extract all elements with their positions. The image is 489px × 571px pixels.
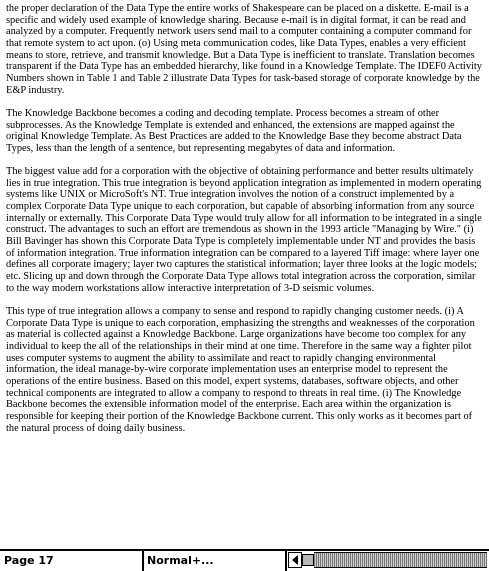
paragraph[interactable]: The biggest value add for a corporation with the objective of obtaining performance and better results ultimately lies in true integration. This true integration is beyond application integration as implemented in modern operating systems like UNIX or MicroSoft's NT. True integration involves the notion of a construct implemented by a complex Corporate Data Type unique to each corporation, but capable of absorbing information from any source internally or externally. This Corporate Data Type would truly allow for all information to be integrated in a single construct. The advantages to such an effort are tremendous as shown in the 1993 article "Managing by Wire." (i) Bill Bavinger has shown this Corporate Data Type is completely implementable under NT and provides the basis of information integration. True information integration can be compared to a layered Tiff image: where layer one defines all corporate imagery; layer two captures the statistical information; layer three looks at the logic models; etc. Slicing up and down through the Corporate Data Type allows total integration across the corporation, similar to the way modern workstations allow interactive interpretation of 3-D seismic volumes. xyxy=(6,166,482,294)
status-divider xyxy=(142,551,144,571)
page-number-label: Page 17 xyxy=(4,554,54,567)
paragraph[interactable]: This type of true integration allows a company to sense and respond to rapidly changing customer needs. (i) A Corporate Data Type is unique to each corporation, emphasizing the strengths and weaknesses of the corporation as material is collected against a Knowledge Backbone. Large organizations have become too complex for any individual to keep the all of the relationships in their mind at one time. Therefore in the same way a fighter pilot uses computer systems to augment the ability to assimilate and react to rapidly changing environmental information, the ideal manage-by-wire corporate implementation uses an enterprise model to represent the operations of the entire business. Based on this model, expert systems, databases, software objects, and other technical components are integrated to allow a company to respond to threats in real time. (i) The Knowledge Backbone becomes the extensible information model of the enterprise. Each area within the organization is responsible for keeping their portion of the Knowledge Backbone current. This only works as it becomes part of the natural process of doing daily business. xyxy=(6,306,475,434)
status-bar xyxy=(0,549,489,571)
style-name-label[interactable]: Normal+... xyxy=(147,554,214,567)
horizontal-scrollbar[interactable] xyxy=(288,552,487,569)
scroll-track[interactable] xyxy=(314,552,487,568)
scroll-left-arrow-icon[interactable] xyxy=(288,552,302,568)
document-body[interactable] xyxy=(6,3,482,446)
paragraph[interactable]: The Knowledge Backbone becomes a coding and decoding template. Process becomes a stream of other subprocesses. As the Knowledge Template is extended and enhanced, the extensions are mapped against the original Knowledge Template. As Best Practices are added to the Knowledge Base they become abstract Data Types, less than the length of a sentence, but representing megabytes of data and information. xyxy=(6,107,462,154)
scroll-thumb[interactable] xyxy=(302,554,314,566)
paragraph[interactable]: the proper declaration of the Data Type the entire works of Shakespeare can be placed on a diskette. E-mail is a specific and widely used example of knowledge sharing. Because e-mail is in digital format, it can be read and analyzed by a computer. Frequently network users send mail to a computer containing a computer command for that remote system to act upon. (o) Using meta communication codes, like Data Types, enables a very efficient means to store, retrieve, and transmit knowledge. But a Data Type is inefficient to translate. Translation becomes transparent if the Data Type has an embedded hierarchy, like found in a Knowledge Template. The IDEF0 Activity Numbers shown in Table 1 and Table 2 illustrate Data Types for task-based storage of corporate knowledge by the E&P industry. xyxy=(6,3,482,96)
status-divider xyxy=(285,551,287,571)
